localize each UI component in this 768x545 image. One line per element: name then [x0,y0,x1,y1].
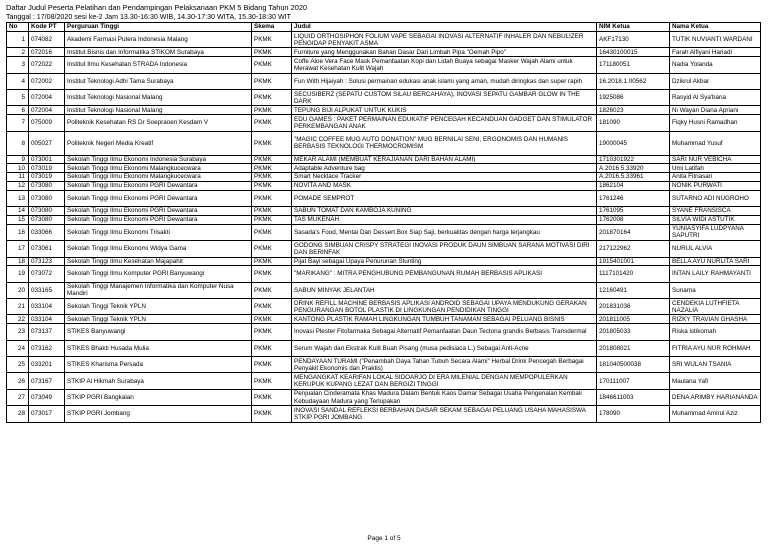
cell-nama-ketua: Anita Fitriasari [670,173,761,182]
cell-judul: POMADE SEMPROT [292,190,597,206]
cell-skema: PKMK [252,89,292,105]
cell-perguruan-tinggi: STKIP Al Hikmah Surabaya [65,373,252,389]
cell-no: 9 [7,155,29,164]
table-row [7,324,761,340]
cell-judul: SECUSIBERZ (SEPATU CUSTOM SILAU BERCAHAYA), INOVASI SEPATU GAMBAR GLOW IN THE DARK [292,89,597,105]
column-header-nama-ketua: Nama Ketua [670,23,761,32]
cell-nim-ketua: 1710301922 [597,155,670,164]
cell-no: 5 [7,89,29,105]
table-row [7,315,761,324]
cell-skema: PKMK [252,173,292,182]
table-row [7,373,761,389]
table-row [7,215,761,224]
cell-nama-ketua: INTAN LAILY RAHMAYANTI [670,266,761,282]
cell-no: 4 [7,73,29,89]
cell-no: 25 [7,357,29,373]
cell-judul: Smart Necklace Tracker [292,173,597,182]
cell-no: 22 [7,315,29,324]
cell-perguruan-tinggi: Sekolah Tinggi Ilmu Ekonomi Malangkucecwara [65,173,252,182]
cell-kode-pt: 073080 [29,215,65,224]
cell-nim-ketua: 1862104 [597,181,670,190]
cell-skema: PKMK [252,181,292,190]
cell-nama-ketua: SARI NUR VEBICHA [670,155,761,164]
cell-judul: TAS MUKENAH [292,215,597,224]
cell-perguruan-tinggi: Sekolah Tinggi Ilmu Komputer PGRI Banyuwangi [65,266,252,282]
cell-kode-pt: 073137 [29,324,65,340]
cell-nim-ketua: 1846611003 [597,389,670,405]
cell-nama-ketua: TUTIK NUVIANTI WARDANI [670,32,761,48]
cell-skema: PKMK [252,389,292,405]
cell-nama-ketua: Rasyid Al Sya'bana [670,89,761,105]
cell-judul: Fun With Hijaiyah : Solusi permainan edukasi anak islami yang aman, mudah diringkas dan super rapih [292,73,597,89]
table-row [7,357,761,373]
cell-nama-ketua: Sunarna [670,282,761,298]
cell-nama-ketua: Muhammad Amirul Aziz [670,406,761,422]
cell-judul: INOVASI SANDAL REFLEKSI BERBAHAN DASAR SEKAM SEBAGAI PELUANG USAHA MAHASISWA STKIP PGRI JOMBANG [292,406,597,422]
cell-judul: SABUN TOMAT DAN KAMBOJA KUNING [292,207,597,216]
cell-no: 19 [7,266,29,282]
cell-skema: PKMK [252,57,292,73]
cell-nim-ketua: 19000045 [597,131,670,155]
cell-kode-pt: 072002 [29,73,65,89]
cell-nim-ketua: 1761095 [597,207,670,216]
cell-no: 15 [7,215,29,224]
cell-skema: PKMK [252,241,292,257]
cell-nama-ketua: Fiqky Husni Ramadhan [670,115,761,131]
cell-kode-pt: 033201 [29,357,65,373]
cell-skema: PKMK [252,207,292,216]
cell-nama-ketua: SILVIA WIDI ASTUTIK [670,215,761,224]
table-row [7,115,761,131]
cell-no: 12 [7,181,29,190]
cell-judul: EDU GAMES : PAKET PERMAINAN EDUKATIF PENCEGAH KECANDUAN GADGET DAN STIMULATOR PERKEMBANGAN ANAK [292,115,597,131]
table-row [7,190,761,206]
cell-no: 1 [7,32,29,48]
cell-kode-pt: 072022 [29,57,65,73]
cell-nama-ketua: DENA ARIMBY HARIANANDA [670,389,761,405]
cell-kode-pt: 073061 [29,241,65,257]
table-row [7,181,761,190]
cell-nama-ketua: Ni Wayan Diana Apriani [670,106,761,115]
cell-no: 21 [7,299,29,315]
cell-judul: LIQUID ORTHOSIPHON FOLIUM VAPE SEBAGAI INOVASI ALTERNATIF INHALER DAN NEBULIZER PENGIDAP PENYAKIT ASMA [292,32,597,48]
cell-skema: PKMK [252,357,292,373]
cell-nama-ketua: CENDEKIA LUTHFIETA NAZALIA [670,299,761,315]
cell-nama-ketua: Farah Alfiyani Hariadi [670,48,761,57]
cell-nim-ketua: 181090 [597,115,670,131]
cell-kode-pt: 073049 [29,389,65,405]
cell-perguruan-tinggi: STIKES Banyuwangi [65,324,252,340]
cell-judul: MENGANGKAT KEARIFAN LOKAL SIDOARJO DI ERA MILENIAL DENGAN MEMPOPULERKAN KERUPUK KUPANG LEZAT DAN BERGIZI TINGGI [292,373,597,389]
cell-kode-pt: 073080 [29,190,65,206]
cell-nama-ketua: FITRIA AYU NUR ROHMAH [670,340,761,356]
column-header-no: No [7,23,29,32]
cell-nim-ketua: 1915401001 [597,257,670,266]
cell-no: 17 [7,241,29,257]
cell-nim-ketua: 201811005 [597,315,670,324]
cell-perguruan-tinggi: Institut Ilmu Kesehatan STRADA Indonesia [65,57,252,73]
cell-judul: Sasada's Food, Mentai Dan Dessert Box Siap Saji, berkualitas dengan harga terjangkau [292,224,597,240]
cell-perguruan-tinggi: STKIP PGRI Jombang [65,406,252,422]
cell-skema: PKMK [252,155,292,164]
table-row [7,164,761,173]
cell-perguruan-tinggi: Institut Teknologi Nasional Malang [65,106,252,115]
cell-skema: PKMK [252,48,292,57]
cell-skema: PKMK [252,115,292,131]
cell-kode-pt: 073123 [29,257,65,266]
cell-kode-pt: 072004 [29,89,65,105]
cell-kode-pt: 033165 [29,282,65,298]
cell-perguruan-tinggi: Sekolah Tinggi Ilmu Ekonomi PGRI Dewantara [65,190,252,206]
cell-perguruan-tinggi: Akademi Farmasi Putera Indonesia Malang [65,32,252,48]
cell-skema: PKMK [252,406,292,422]
table-row [7,32,761,48]
cell-nama-ketua: Riska istikomah [670,324,761,340]
cell-nama-ketua: NURUL ALVIA [670,241,761,257]
cell-skema: PKMK [252,106,292,115]
cell-kode-pt: 073017 [29,406,65,422]
table-row [7,406,761,422]
cell-nama-ketua: SRI WULAN TSANIA [670,357,761,373]
cell-perguruan-tinggi: Institut Bisnis dan Informatika STIKOM Surabaya [65,48,252,57]
cell-no: 2 [7,48,29,57]
cell-nama-ketua: Dzikrul Akbar [670,73,761,89]
cell-nim-ketua: 201808021 [597,340,670,356]
table-row [7,106,761,115]
cell-kode-pt: 033104 [29,315,65,324]
cell-judul: Serum Wajah dari Ekstrak Kulit Buah Pisang (musa pedisiaca L.) Sebagai Anti-Acne [292,340,597,356]
cell-perguruan-tinggi: Sekolah Tinggi Manajemen Informatika dan Komputer Nusa Mandiri [65,282,252,298]
cell-skema: PKMK [252,224,292,240]
table-row [7,257,761,266]
cell-judul: SABUN MINYAK JELANTAH [292,282,597,298]
cell-no: 27 [7,389,29,405]
cell-perguruan-tinggi: Sekolah Tinggi Ilmu Ekonomi Malangkucecwara [65,164,252,173]
cell-kode-pt: 072004 [29,106,65,115]
cell-judul: PENDAYAAN TURAMI ("Penambah Daya Tahan Tubuh Secara Alami" Herbal Drink Pencegah Berbagai Penyakit Ekonomis dan Praktis) [292,357,597,373]
cell-kode-pt: 073072 [29,266,65,282]
cell-nama-ketua: Maulana Yafi [670,373,761,389]
table-row [7,282,761,298]
cell-perguruan-tinggi: Sekolah Tinggi Teknik YPLN [65,299,252,315]
cell-no: 20 [7,282,29,298]
cell-nama-ketua: Nadia Yolanda [670,57,761,73]
document-page [6,0,760,423]
column-header-perguruan-tinggi: Perguruan Tinggi [65,23,252,32]
table-row [7,155,761,164]
table-row [7,241,761,257]
document-subtitle: Tanggal : 17/08/2020 sesi ke-2 Jam 13.30-16:30 WIB, 14.30-17:30 WITA, 15.30-18:30 WIT [6,13,291,21]
cell-judul: "MARIKANG" : MITRA PENGHUBUNG PEMBANGUNAN RUMAH BERBASIS APLIKASI [292,266,597,282]
table-row [7,73,761,89]
cell-nama-ketua: BELLA AYU NURLITA SARI [670,257,761,266]
cell-kode-pt: 073167 [29,373,65,389]
cell-no: 10 [7,164,29,173]
cell-nama-ketua: Umi Latifah [670,164,761,173]
table-row [7,57,761,73]
table-row [7,266,761,282]
cell-no: 26 [7,373,29,389]
cell-skema: PKMK [252,32,292,48]
cell-kode-pt: 033066 [29,224,65,240]
table-body [7,32,761,423]
cell-skema: PKMK [252,73,292,89]
cell-skema: PKMK [252,324,292,340]
cell-skema: PKMK [252,299,292,315]
cell-judul: Adaptable Adventure bag [292,164,597,173]
cell-skema: PKMK [252,257,292,266]
cell-skema: PKMK [252,340,292,356]
cell-nim-ketua: 201805033 [597,324,670,340]
cell-judul: KANTONG PLASTIK RAMAH LINGKUNGAN TUMBUH TANAMAN SEBAGAI PELUANG BISNIS [292,315,597,324]
cell-kode-pt: 073019 [29,164,65,173]
cell-kode-pt: 073080 [29,207,65,216]
cell-skema: PKMK [252,282,292,298]
cell-judul: Coffe Aloe Vera Face Mask Pemanfaatan Kopi dan Lidah Buaya sebagai Masker Wajah Alami untuk Merawat Kesehatan Kulit Wajah [292,57,597,73]
cell-judul: TEPUNG BIJI ALPUKAT UNTUK KUKIS [292,106,597,115]
cell-nim-ketua: 12160491 [597,282,670,298]
cell-nama-ketua: RIZKY TRAVIAN GHASHA [670,315,761,324]
cell-perguruan-tinggi: Sekolah Tinggi Ilmu Ekonomi Indonesia Surabaya [65,155,252,164]
cell-nim-ketua: 1761246 [597,190,670,206]
document-title: Daftar Judul Peserta Pelatihan dan Pendampingan Pelaksanaan PKM 5 Bidang Tahun 2020 [6,3,308,12]
cell-nim-ketua: A.2016.5.33961 [597,173,670,182]
table-row [7,48,761,57]
cell-perguruan-tinggi: Politeknik Negeri Media Kreatif [65,131,252,155]
table-row [7,89,761,105]
cell-judul: MEKAR ALAMI (MEMBUAT KERAJIANAN DARI BAHAN ALAMI) [292,155,597,164]
cell-no: 14 [7,207,29,216]
cell-no: 7 [7,115,29,131]
cell-no: 16 [7,224,29,240]
column-header-skema: Skema [252,23,292,32]
cell-kode-pt: 073080 [29,181,65,190]
cell-perguruan-tinggi: Institut Teknologi Adhi Tama Surabaya [65,73,252,89]
cell-perguruan-tinggi: STIKES Kharisma Persada [65,357,252,373]
cell-kode-pt: 073019 [29,173,65,182]
cell-kode-pt: 072016 [29,48,65,57]
cell-nim-ketua: AKF17130 [597,32,670,48]
cell-nim-ketua: 16.2018.1.00562 [597,73,670,89]
cell-kode-pt: 073162 [29,340,65,356]
cell-no: 3 [7,57,29,73]
cell-no: 8 [7,131,29,155]
cell-nim-ketua: 170111007 [597,373,670,389]
table-row [7,173,761,182]
column-header-kode-pt: Kode PT [29,23,65,32]
cell-judul: GODONG SIMBUAN CRISPY STRATEGI INOVASI PRODUK DAUN SIMBUAN SARANA MOTIVASI DIRI DAN BERINFAK [292,241,597,257]
cell-judul: Penjualan Cinderamata Khas Madura Dalam Bentuk Kaos Damar Sebagai Usaha Pengenalan Kembali Kebudayaan Madura yang Terlupakan [292,389,597,405]
cell-nama-ketua: Muhammad Yusuf [670,131,761,155]
cell-perguruan-tinggi: Sekolah Tinggi Ilmu Ekonomi PGRI Dewantara [65,181,252,190]
cell-nim-ketua: 1925086 [597,89,670,105]
table-row [7,207,761,216]
cell-nim-ketua: 201870164 [597,224,670,240]
cell-nim-ketua: 1826023 [597,106,670,115]
table-row [7,131,761,155]
cell-no: 13 [7,190,29,206]
cell-skema: PKMK [252,164,292,173]
cell-perguruan-tinggi: Sekolah Tinggi Ilmu Ekonomi PGRI Dewantara [65,215,252,224]
cell-kode-pt: 033104 [29,299,65,315]
cell-judul: "MAGIC COFFEE MUG AUTO DONATION" MUG BERNILAI SENI, ERGONOMIS DAN HUMANIS BERBASIS TEKNOLOGI THERMOCROMISM [292,131,597,155]
cell-no: 11 [7,173,29,182]
cell-no: 24 [7,340,29,356]
cell-nim-ketua: 201831036 [597,299,670,315]
cell-nim-ketua: 181040500038 [597,357,670,373]
cell-nim-ketua: 16430100015 [597,48,670,57]
table-row [7,224,761,240]
cell-judul: Inovasi Plester Fitofarmaka Sebagai Alternatif Pemanfaatan Daun Tectona grandis Berbasis Transdermal [292,324,597,340]
cell-skema: PKMK [252,266,292,282]
cell-perguruan-tinggi: Sekolah Tinggi Ilmu Ekonomi Widya Gama [65,241,252,257]
cell-nim-ketua: 1762008 [597,215,670,224]
cell-skema: PKMK [252,373,292,389]
cell-perguruan-tinggi: Institut Teknologi Nasional Malang [65,89,252,105]
cell-judul: Furniture yang Menggunakan Bahan Dasar Dari Limbah Pipa "Oemah Pipo" [292,48,597,57]
cell-nim-ketua: 171180051 [597,57,670,73]
cell-kode-pt: 075009 [29,115,65,131]
cell-judul: Pijat Bayi sebagai Upaya Penurunan Stunting [292,257,597,266]
cell-skema: PKMK [252,315,292,324]
cell-perguruan-tinggi: Sekolah Tinggi Ilmu Ekonomi Trisakti [65,224,252,240]
cell-kode-pt: 074082 [29,32,65,48]
cell-perguruan-tinggi: Sekolah Tinggi Teknik YPLN [65,315,252,324]
cell-nama-ketua: YUNIASYIFA LUDPYANA SAPUTRI [670,224,761,240]
cell-skema: PKMK [252,215,292,224]
table-header-row [7,23,761,32]
cell-no: 6 [7,106,29,115]
page-footer: Page 1 of 5 [367,535,401,542]
cell-nim-ketua: 1117101420 [597,266,670,282]
cell-skema: PKMK [252,131,292,155]
cell-nama-ketua: SYANE FRANSISCA [670,207,761,216]
cell-judul: NOVITA AND MASK [292,181,597,190]
participant-table [6,22,761,423]
cell-nim-ketua: 178090 [597,406,670,422]
cell-no: 18 [7,257,29,266]
cell-no: 23 [7,324,29,340]
cell-perguruan-tinggi: STKIP PGRI Bangkalan [65,389,252,405]
cell-perguruan-tinggi: STIKES Bhakti Husada Mulia [65,340,252,356]
table-row [7,389,761,405]
cell-nama-ketua: SUTARNO ADI NUGROHO [670,190,761,206]
cell-no: 28 [7,406,29,422]
cell-kode-pt: 073001 [29,155,65,164]
cell-kode-pt: 005027 [29,131,65,155]
cell-nim-ketua: 217122962 [597,241,670,257]
cell-judul: DRINK REFILL MACHINE BERBASIS APLIKASI ANDROID SEBAGAI UPAYA MENDUKUNG GERAKAN PENGURANGAN BOTOL PLASTIK DI LINGKUNGAN PENDIDIKAN TINGGI [292,299,597,315]
column-header-judul: Judul [292,23,597,32]
table-row [7,299,761,315]
cell-nama-ketua: NONIK PURWATI [670,181,761,190]
cell-perguruan-tinggi: Sekolah Tinggi Ilmu Ekonomi PGRI Dewantara [65,207,252,216]
cell-nim-ketua: A.2016.5.33920 [597,164,670,173]
cell-perguruan-tinggi: Politeknik Kesehatan RS Dr Soepraoen Kesdam V [65,115,252,131]
table-row [7,340,761,356]
cell-perguruan-tinggi: Sekolah Tinggi Ilmu Kesehatan Majapahit [65,257,252,266]
column-header-nim-ketua: NIM Ketua [597,23,670,32]
cell-skema: PKMK [252,190,292,206]
